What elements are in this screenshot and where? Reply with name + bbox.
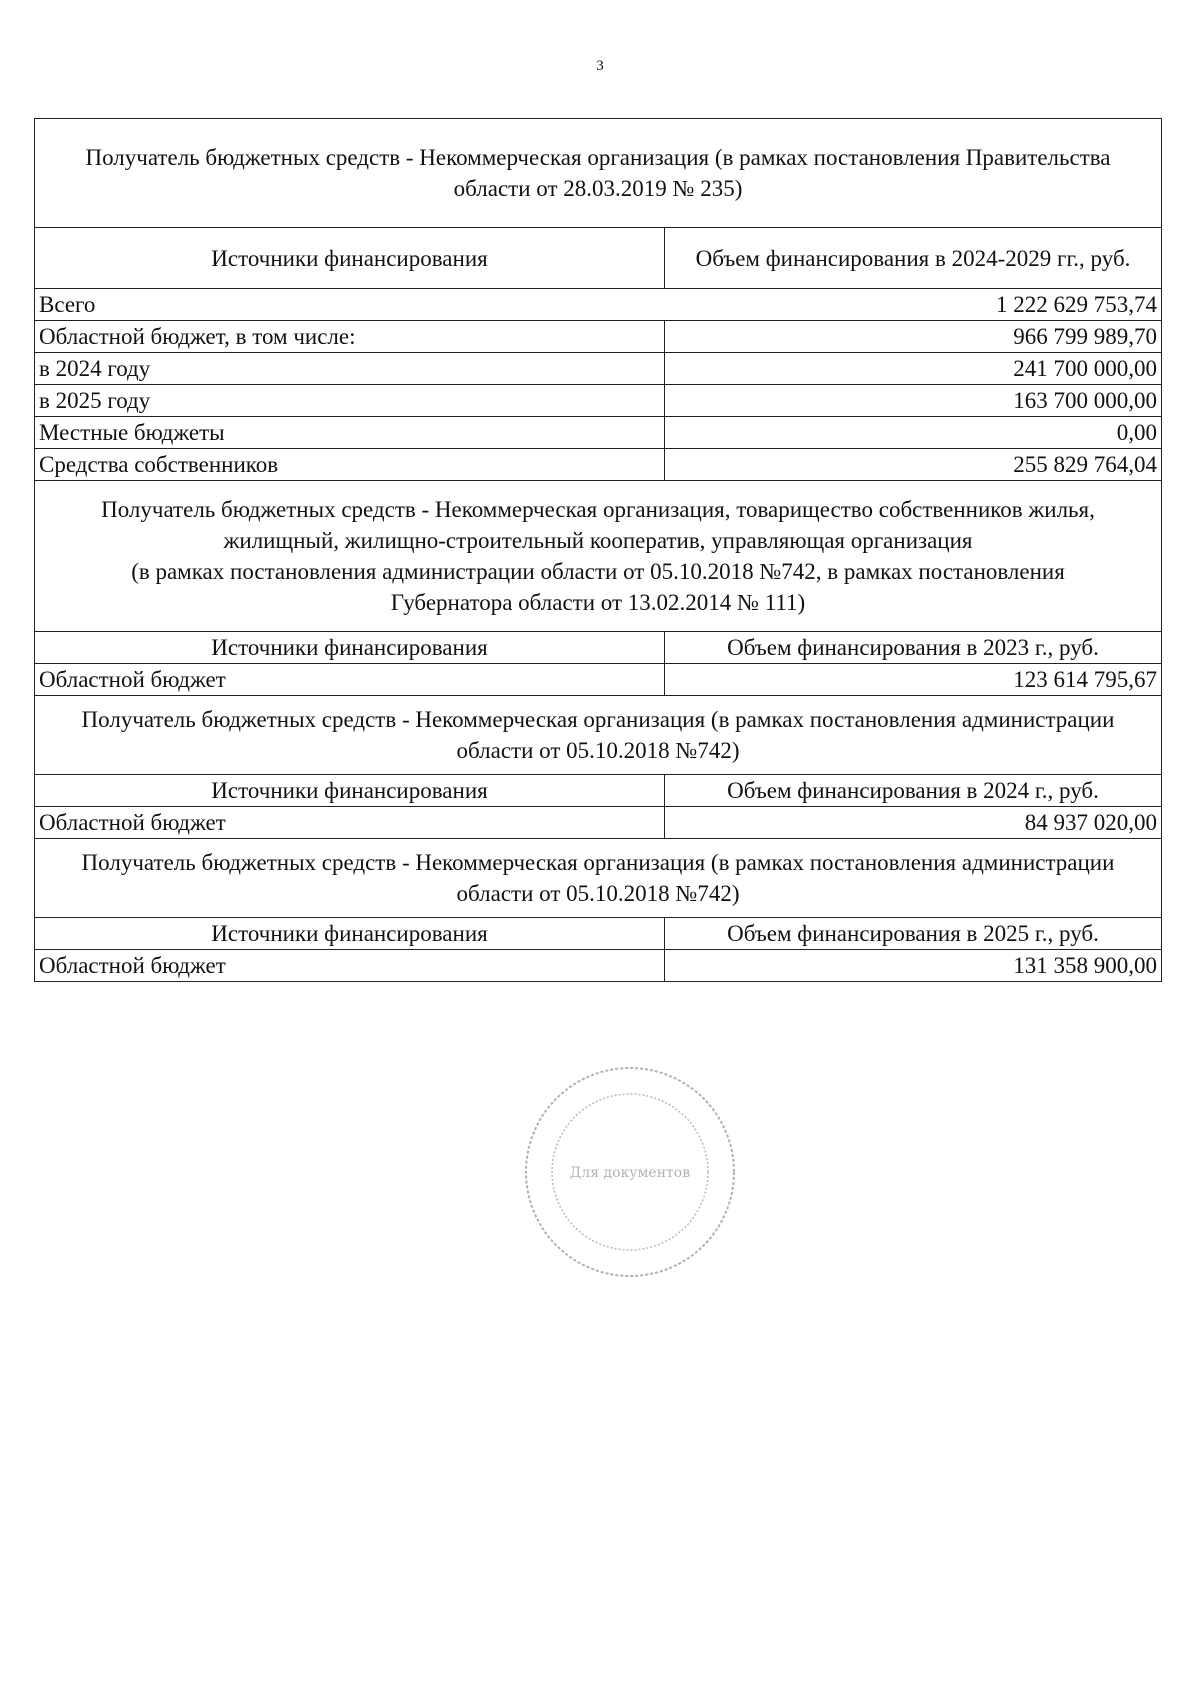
header-row <box>35 228 1162 289</box>
recipient-line: Получатель бюджетных средств - Некоммерческая организация (в рамках постановления администрации <box>81 707 1115 732</box>
row-value: 966 799 989,70 <box>665 321 1162 353</box>
row-value: 84 937 020,00 <box>665 807 1162 839</box>
row-label: в 2025 году <box>35 385 665 417</box>
recipient-line: Губернатора области от 13.02.2014 № 111) <box>390 590 806 615</box>
stamp-seal <box>520 1062 740 1282</box>
total-row <box>35 289 1162 321</box>
header-volume: Объем финансирования в 2024 г., руб. <box>665 775 1162 807</box>
recipient-line: области от 05.10.2018 №742) <box>456 881 740 906</box>
recipient-line: (в рамках постановления администрации области от 05.10.2018 №742, в рамках постановления <box>131 559 1065 584</box>
row-value: 255 829 764,04 <box>665 449 1162 481</box>
recipient-line: Получатель бюджетных средств - Некоммерческая организация (в рамках постановления Правительства <box>85 145 1111 170</box>
row-value: 0,00 <box>665 417 1162 449</box>
recipient-line: жилищный, жилищно-строительный кооператив, управляющая организация <box>223 528 973 553</box>
recipient-cell <box>35 839 1162 918</box>
row-label: Местные бюджеты <box>35 417 665 449</box>
table-row <box>35 321 1162 353</box>
header-volume: Объем финансирования в 2024-2029 гг., руб. <box>665 228 1162 289</box>
recipient-line: области от 05.10.2018 №742) <box>456 738 740 763</box>
table-row <box>35 449 1162 481</box>
row-label: Областной бюджет <box>35 807 665 839</box>
stamp-text: Для документов <box>569 1165 691 1181</box>
recipient-row <box>35 696 1162 775</box>
header-source: Источники финансирования <box>35 775 665 807</box>
header-row <box>35 632 1162 664</box>
recipient-cell <box>35 481 1162 632</box>
header-source: Источники финансирования <box>35 918 665 950</box>
total-value: 1 222 629 753,74 <box>996 292 1157 317</box>
recipient-line: Получатель бюджетных средств - Некоммерческая организация (в рамках постановления администрации <box>81 850 1115 875</box>
row-label: Областной бюджет <box>35 664 665 696</box>
table-row <box>35 950 1162 982</box>
table-row <box>35 353 1162 385</box>
header-row <box>35 918 1162 950</box>
table-row <box>35 807 1162 839</box>
row-value: 123 614 795,67 <box>665 664 1162 696</box>
header-source: Источники финансирования <box>35 228 665 289</box>
recipient-line: области от 28.03.2019 № 235) <box>453 176 743 201</box>
recipient-cell <box>35 696 1162 775</box>
row-label: в 2024 году <box>35 353 665 385</box>
table-row <box>35 385 1162 417</box>
recipient-line: Получатель бюджетных средств - Некоммерческая организация, товарищество собственников жилья, <box>101 497 1095 522</box>
recipient-row <box>35 481 1162 632</box>
row-value: 241 700 000,00 <box>665 353 1162 385</box>
total-label: Всего <box>39 292 96 317</box>
recipient-row <box>35 119 1162 228</box>
row-label: Областной бюджет, в том числе: <box>35 321 665 353</box>
page-number: 3 <box>596 58 604 74</box>
header-volume: Объем финансирования в 2025 г., руб. <box>665 918 1162 950</box>
header-source: Источники финансирования <box>35 632 665 664</box>
row-label: Областной бюджет <box>35 950 665 982</box>
header-volume: Объем финансирования в 2023 г., руб. <box>665 632 1162 664</box>
row-value: 131 358 900,00 <box>665 950 1162 982</box>
table-row <box>35 417 1162 449</box>
recipient-cell <box>35 119 1162 228</box>
row-label: Средства собственников <box>35 449 665 481</box>
table-row <box>35 664 1162 696</box>
financing-table <box>34 118 1162 982</box>
header-row <box>35 775 1162 807</box>
row-value: 163 700 000,00 <box>665 385 1162 417</box>
recipient-row <box>35 839 1162 918</box>
